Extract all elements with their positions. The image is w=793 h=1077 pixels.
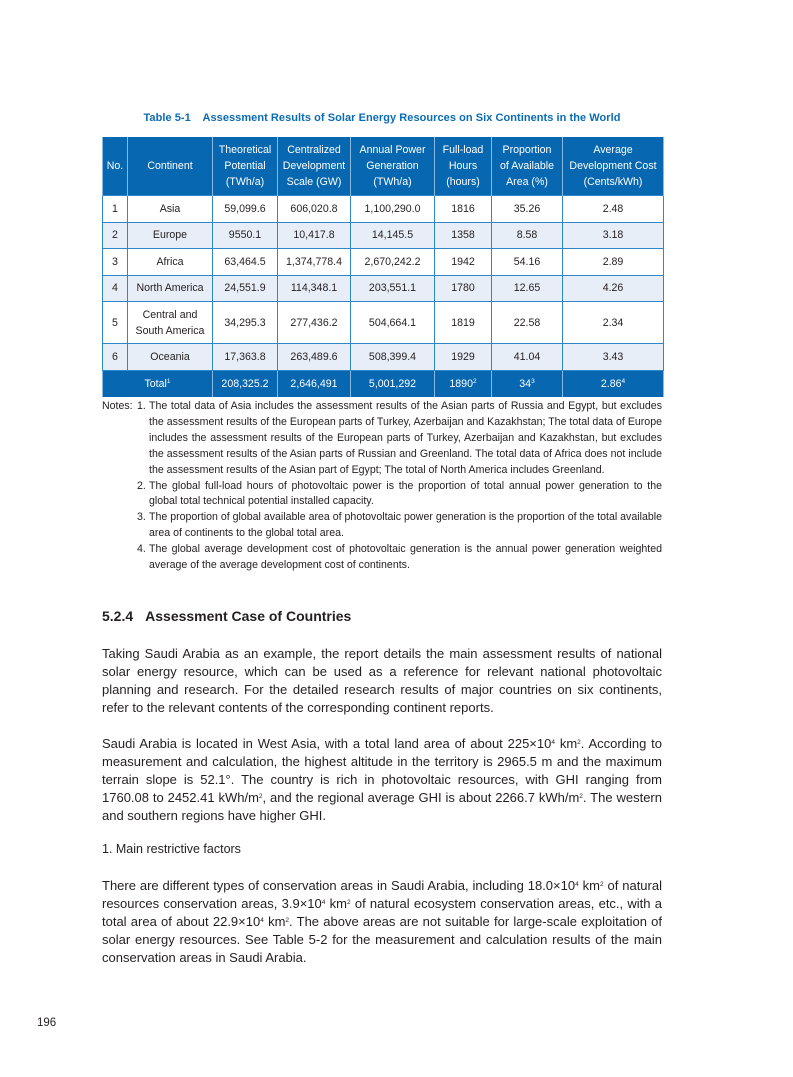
cell-fullload: 1819 [435,302,492,344]
header-full-load-hours: Full-load Hours (hours) [435,137,492,196]
cell-theoretical: 59,099.6 [213,196,278,223]
cell-annual: 14,145.5 [351,222,435,249]
cell-total-annual: 5,001,292 [351,370,435,397]
cell-cost: 3.43 [563,344,664,371]
cell-no: 6 [103,344,128,371]
table-row [103,249,664,276]
table-row [103,302,664,344]
cell-annual: 1,100,290.0 [351,196,435,223]
cell-no: 3 [103,249,128,276]
cell-continent: Oceania [128,344,213,371]
cell-centralized: 606,020.8 [278,196,351,223]
cell-centralized: 114,348.1 [278,275,351,302]
cell-total-fullload: 1890$^2$ [435,370,492,397]
cell-no: 2 [103,222,128,249]
table-header-row [103,137,664,196]
note-item: 4. The global average development cost of photovoltaic generation is the annual power generation weighted average of the average development cost of continents. [137,543,662,572]
cell-fullload: 1942 [435,249,492,276]
cell-no: 4 [103,275,128,302]
solar-resources-table [102,137,664,397]
cell-continent: Africa [128,249,213,276]
note-item: 2. The global full-load hours of photovoltaic power is the proportion of total annual power generation to the global total technical potential installed capacity. [137,479,662,508]
cell-theoretical: 63,464.5 [213,249,278,276]
cell-cost: 4.26 [563,275,664,302]
header-development-cost: Average Development Cost (Cents/kWh) [563,137,664,196]
cell-total-cost: 2.86$^4$ [563,370,664,397]
cell-fullload: 1358 [435,222,492,249]
cell-proportion: 8.58 [492,222,563,249]
cell-annual: 2,670,242.2 [351,249,435,276]
cell-total-proportion: $34^3$ [492,370,563,397]
cell-theoretical: 34,295.3 [213,302,278,344]
notes-label: Notes: [102,400,133,412]
table-total-row [103,370,664,397]
header-annual-generation: Annual Power Generation (TWh/a) [351,137,435,196]
header-available-area: Proportion of Available Area (%) [492,137,563,196]
cell-continent: North America [128,275,213,302]
cell-centralized: 277,436.2 [278,302,351,344]
cell-fullload: 1929 [435,344,492,371]
table-row [103,222,664,249]
cell-continent: Asia [128,196,213,223]
cell-centralized: 10,417.8 [278,222,351,249]
cell-continent: Central and South America [128,302,213,344]
cell-cost: 2.48 [563,196,664,223]
subheading-restrictive-factors: 1. Main restrictive factors [102,842,241,856]
cell-theoretical: 9550.1 [213,222,278,249]
header-centralized-scale: Centralized Development Scale (GW) [278,137,351,196]
cell-proportion: 54.16 [492,249,563,276]
section-title: Assessment Case of Countries [145,608,352,624]
cell-cost: 2.89 [563,249,664,276]
table-row [103,344,664,371]
cell-total-centralized: 2,646,491 [278,370,351,397]
cell-no: 1 [103,196,128,223]
cell-annual: 203,551.1 [351,275,435,302]
cell-no: 5 [103,302,128,344]
cell-total-label: Total$^1$ [103,370,213,397]
conservation-paragraph: There are different types of conservation areas in Saudi Arabia, including $18.0\times 10^4$ $km^2$ of natural resources conservation areas, $3.9\times 10^4$ $km^2$ of natural ecosystem conservation areas, etc., with a total area of about $22.9\times 10^4$ $km^2$. The above areas are not suitable for large-scale exploitation of solar energy resources. See Table 5-2 for the measurement and calculation results of the main conservation areas in Saudi Arabia. [102,878,663,965]
cell-centralized: 263,489.6 [278,344,351,371]
header-no: No. [103,137,128,196]
cell-theoretical: 24,551.9 [213,275,278,302]
cell-total-theoretical: 208,325.2 [213,370,278,397]
cell-fullload: 1816 [435,196,492,223]
table-caption [102,112,662,124]
header-continent: Continent [128,137,213,196]
table-row [103,196,664,223]
cell-continent: Europe [128,222,213,249]
location-paragraph: Saudi Arabia is located in West Asia, with a total land area of about $225\times 10^4$ $km^2$. According to measurement and calculation, the highest altitude in the territory is 2965.5 m and the maximum terrain slope is 52.1°. The country is rich in photovoltaic resources, with GHI ranging from 1760.08 to 2452.41 kWh/$m^2$, and the regional average GHI is about 2266.7 kWh/$m^2$. The western and southern regions have higher GHI. [102,736,662,823]
cell-cost: 2.34 [563,302,664,344]
cell-proportion: 35.26 [492,196,563,223]
cell-proportion: 22.58 [492,302,563,344]
table-notes [102,399,662,574]
cell-theoretical: 17,363.8 [213,344,278,371]
cell-annual: 504,664.1 [351,302,435,344]
cell-annual: 508,399.4 [351,344,435,371]
table-row [103,275,664,302]
page-number: 196 [37,1017,57,1029]
note-item: 3. The proportion of global available area of photovoltaic power generation is the proportion of the total available area of continents to the global total area. [137,511,662,540]
section-heading [102,608,351,624]
cell-fullload: 1780 [435,275,492,302]
note-item: Notes: 1. The total data of Asia includes the assessment results of the Asian parts of Russia and Egypt, but excludes the assessment results of the European parts of Turkey, Azerbaijan and Kazakhstan; The total data of Europe includes the assessment results of the European parts of Turkey, Azerbaijan and Kazakhstan, but excludes the assessment results of the Asian parts of Russian and Greenland. The total data of Africa does not include the assessment results of the Asian part of Egypt; The total of North America includes Greenland. [102,400,662,476]
table-caption-number: Table 5-1 [143,112,191,124]
cell-centralized: 1,374,778.4 [278,249,351,276]
cell-proportion: 12.65 [492,275,563,302]
table-caption-title: Assessment Results of Solar Energy Resources on Six Continents in the World [202,112,621,124]
cell-proportion: 41.04 [492,344,563,371]
section-number: 5.2.4 [102,608,134,624]
cell-cost: 3.18 [563,222,664,249]
intro-paragraph: Taking Saudi Arabia as an example, the report details the main assessment results of national solar energy resource, which can be used as a reference for relevant national photovoltaic planning and research. For the detailed research results of major countries on six continents, refer to the relevant contents of the corresponding continent reports. [102,646,662,715]
header-theoretical-potential: Theoretical Potential (TWh/a) [213,137,278,196]
